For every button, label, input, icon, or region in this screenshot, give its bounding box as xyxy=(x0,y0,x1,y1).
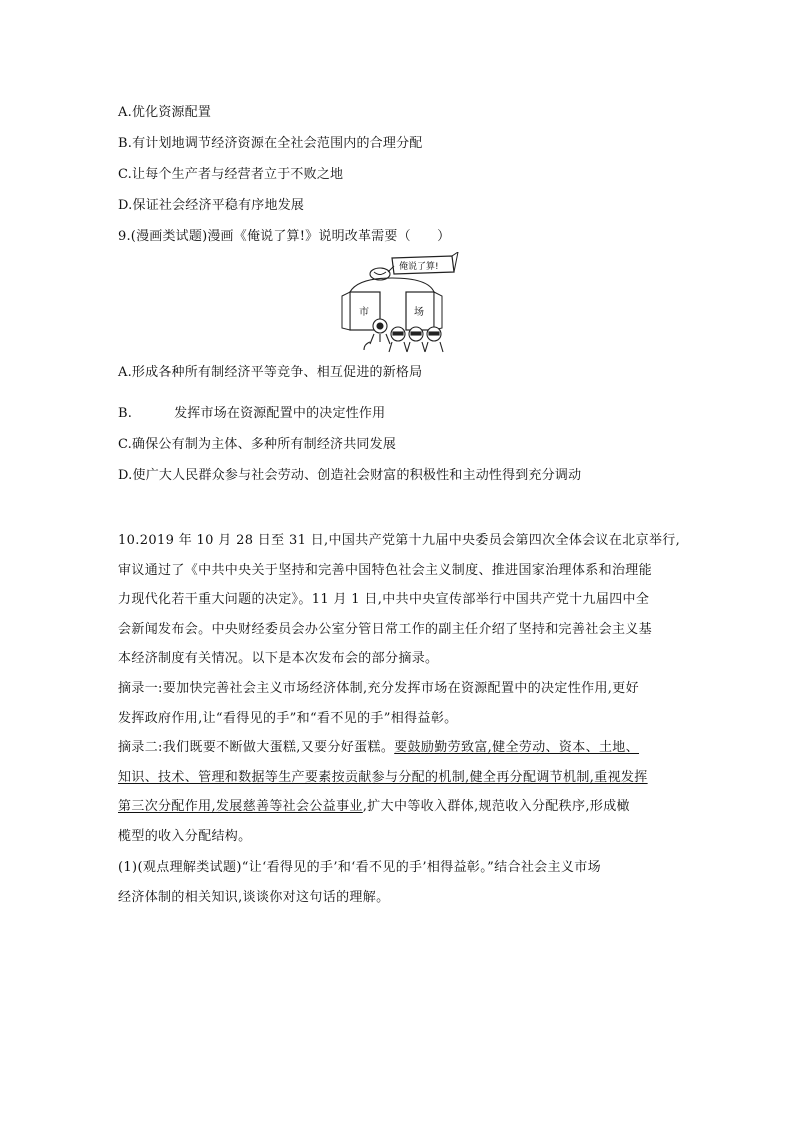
speech-banner xyxy=(392,252,458,274)
q9-option-b-letter: B. xyxy=(118,406,133,421)
q9-option-d: D.使广大人民群众参与社会劳动、创造社会财富的积极性和主动性得到充分调动 xyxy=(118,468,582,483)
excerpt-two-underlined: 要鼓励勤劳致富,健全劳动、资本、土地、 xyxy=(394,740,640,755)
excerpt-two-line xyxy=(118,792,683,822)
q8-option-d: D.保证社会经济平稳有序地发展 xyxy=(118,198,305,213)
q9-option-c: C.确保公有制为主体、多种所有制经济共同发展 xyxy=(118,437,397,452)
excerpt-one-line: 发挥政府作用,让“看得见的手”和“看不见的手”相得益彰。 xyxy=(118,710,458,726)
subquestion-line: 经济体制的相关知识,谈谈你对这句话的理解。 xyxy=(118,889,390,905)
excerpt-two-text: 摘录二:我们既要不断做大蛋糕,又要分好蛋糕。 xyxy=(118,740,395,755)
q9-option-a: A.形成各种所有制经济平等竞争、相互促进的新格局 xyxy=(118,365,423,380)
excerpt-two-underlined: 第三次分配作用,发展慈善等社会公益事业 xyxy=(118,799,363,814)
subquestion-line: (1)(观点理解类试题)“让‘看得见的手’和‘看不见的手’相得益彰。”结合社会主义市场 xyxy=(118,860,601,875)
q10-intro-line: 会新闻发布会。中央财经委员会办公室分管日常工作的副主任介绍了坚持和完善社会主义基 xyxy=(118,621,653,637)
excerpt-two-line: 榄型的收入分配结构。 xyxy=(118,828,252,844)
excerpt-two-line xyxy=(118,733,683,763)
q9-stem: 9.(漫画类试题)漫画《俺说了算!》说明改革需要（ ） xyxy=(118,229,451,244)
excerpt-one-line: 摘录一:要加快完善社会主义市场经济体制,充分发挥市场在资源配置中的决定性作用,更好 xyxy=(118,681,639,696)
q10-excerpt-one xyxy=(118,674,683,733)
banner-text: 俺说了算! xyxy=(399,262,439,272)
q10-intro-line: 本经济制度有关情况。以下是本次发布会的部分摘录。 xyxy=(118,651,439,666)
q9-option-b-text: 发挥市场在资源配置中的决定性作用 xyxy=(174,406,386,421)
q8-option-c: C.让每个生产者与经营者立于不败之地 xyxy=(118,167,344,182)
q10-excerpt-two xyxy=(118,733,683,851)
q10-intro-line: 10.2019 年 10 月 28 日至 31 日,中国共产党第十九届中央委员会第四次全体会议在北京举行, xyxy=(118,533,681,548)
cartoon-image xyxy=(328,252,464,358)
q10-intro-line: 力现代化若干重大问题的决定》。11 月 1 日,中共中央宣传部举行中国共产党十九届四中全 xyxy=(118,592,650,607)
q8-option-b: B.有计划地调节经济资源在全社会范围内的合理分配 xyxy=(118,136,423,151)
q8-option-a: A.优化资源配置 xyxy=(118,105,212,120)
excerpt-two-line xyxy=(118,763,683,793)
right-door-label: 场 xyxy=(414,307,424,318)
left-door-label: 市 xyxy=(359,307,369,318)
q10-intro-line: 审议通过了《中共中央关于坚持和完善中国特色社会主义制度、推进国家治理体系和治理能 xyxy=(118,562,653,578)
q10-intro xyxy=(118,526,683,674)
q10-subquestion-1 xyxy=(118,853,683,912)
excerpt-two-underlined: 知识、技术、管理和数据等生产要素按贡献参与分配的机制,健全再分配调节机制,重视发挥 xyxy=(118,769,648,785)
excerpt-two-text: ,扩大中等收入群体,规范收入分配秩序,形成橄 xyxy=(362,799,630,814)
q9-option-b xyxy=(118,405,385,423)
